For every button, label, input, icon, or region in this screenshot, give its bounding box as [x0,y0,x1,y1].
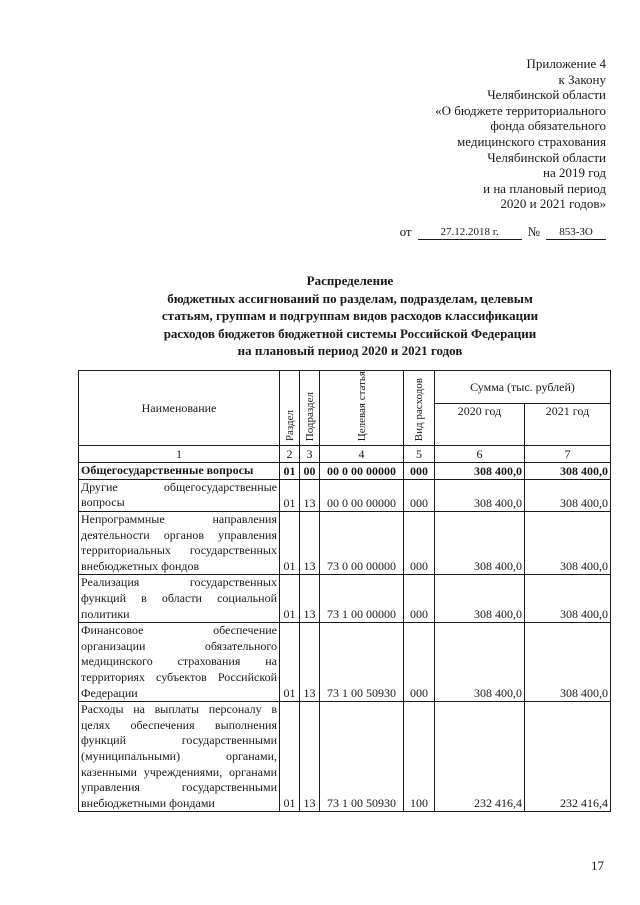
column-number: 1 [79,446,280,463]
number-label: № [527,224,540,239]
column-number: 2 [280,446,300,463]
appendix-line: на 2019 год [543,165,606,181]
table-row [79,623,611,702]
column-number: 3 [300,446,320,463]
appendix-line: Челябинской области [487,87,606,103]
table-row [79,479,611,511]
row-name: Реализация государственных функций в области социальной политики [79,575,280,623]
header-target-article: Целевая статья [320,371,404,446]
header-section: Раздел [280,371,300,446]
row-name: Общегосударственные вопросы [79,463,280,480]
row-amount-2021: 308 400,0 [525,512,611,575]
row-subsection: 13 [300,512,320,575]
row-target: 73 1 00 50930 [320,623,404,702]
row-subsection: 00 [300,463,320,480]
column-number: 6 [435,446,525,463]
row-amount-2020: 308 400,0 [435,575,525,623]
column-number: 4 [320,446,404,463]
row-amount-2021: 232 416,4 [525,702,611,812]
appendix-line: и на плановый период [483,180,606,196]
row-amount-2020: 308 400,0 [435,512,525,575]
column-number-row [79,446,611,463]
heading-line: статьям, группам и подгруппам видов расходов классификации [161,308,539,323]
row-amount-2020: 232 416,4 [435,702,525,812]
row-target: 73 0 00 00000 [320,512,404,575]
row-name: Расходы на выплаты персоналу в целях обеспечения выполнения функций государственными (муниципальными) органами, казенными учреждениями, органами управления государственными внебюджетными фондами [79,702,280,812]
row-expense-type: 000 [404,512,435,575]
appendix-line: Приложение 4 [526,56,606,71]
from-label: от [399,224,412,239]
appendix-line: фонда обязательного [490,118,606,134]
row-expense-type: 000 [404,479,435,511]
row-subsection: 13 [300,702,320,812]
appendix-line: Челябинской области [487,149,606,165]
row-target: 73 1 00 00000 [320,575,404,623]
heading-line: бюджетных ассигнований по разделам, подразделам, целевым [167,290,533,306]
row-amount-2021: 308 400,0 [525,463,611,480]
row-amount-2020: 308 400,0 [435,463,525,480]
row-section: 01 [280,623,300,702]
appendix-line: 2020 и 2021 годов» [500,196,606,212]
row-subsection: 13 [300,575,320,623]
law-date-number [306,224,606,240]
row-target: 00 0 00 00000 [320,479,404,511]
header-year-2020: 2020 год [435,404,525,446]
row-name: Финансовое обеспечение организации обязательного медицинского страхования на территориях субъектов Российской Федерации [79,623,280,702]
row-name: Другие общегосударственные вопросы [79,479,280,511]
table-row [79,702,611,812]
header-sum: Сумма (тыс. рублей) [435,371,611,404]
row-section: 01 [280,479,300,511]
column-number: 7 [525,446,611,463]
heading-line: расходов бюджетов бюджетной системы Российской Федерации [163,325,537,341]
law-number: 853-ЗО [546,226,606,240]
row-subsection: 13 [300,623,320,702]
row-name: Непрограммные направления деятельности органов управления территориальных государственных внебюджетных фондов [79,512,280,575]
row-section: 01 [280,463,300,480]
header-year-2021: 2021 год [525,404,611,446]
row-section: 01 [280,575,300,623]
page-number: 17 [591,858,604,873]
header-expense-type: Вид расходов [404,371,435,446]
heading-line: Распределение [306,273,394,288]
row-amount-2021: 308 400,0 [525,623,611,702]
header-subsection: Подраздел [300,371,320,446]
column-number: 5 [404,446,435,463]
row-target: 73 1 00 50930 [320,702,404,812]
table-row [79,512,611,575]
row-subsection: 13 [300,479,320,511]
appendix-line: «О бюджете территориального [435,102,606,118]
row-amount-2021: 308 400,0 [525,575,611,623]
row-section: 01 [280,512,300,575]
row-expense-type: 000 [404,463,435,480]
header-name: Наименование [79,371,280,446]
appendix-block [346,56,606,212]
row-amount-2020: 308 400,0 [435,479,525,511]
row-expense-type: 000 [404,575,435,623]
row-target: 00 0 00 00000 [320,463,404,480]
law-date: 27.12.2018 г. [418,226,522,240]
row-amount-2021: 308 400,0 [525,479,611,511]
table-row [79,575,611,623]
appendix-line: медицинского страхования [457,133,606,149]
row-expense-type: 100 [404,702,435,812]
row-amount-2020: 308 400,0 [435,623,525,702]
heading-line: на плановый период 2020 и 2021 годов [237,343,463,358]
document-heading [100,272,600,360]
table-row [79,463,611,480]
row-expense-type: 000 [404,623,435,702]
appendix-line: к Закону [558,71,606,87]
budget-table [78,370,611,812]
row-section: 01 [280,702,300,812]
